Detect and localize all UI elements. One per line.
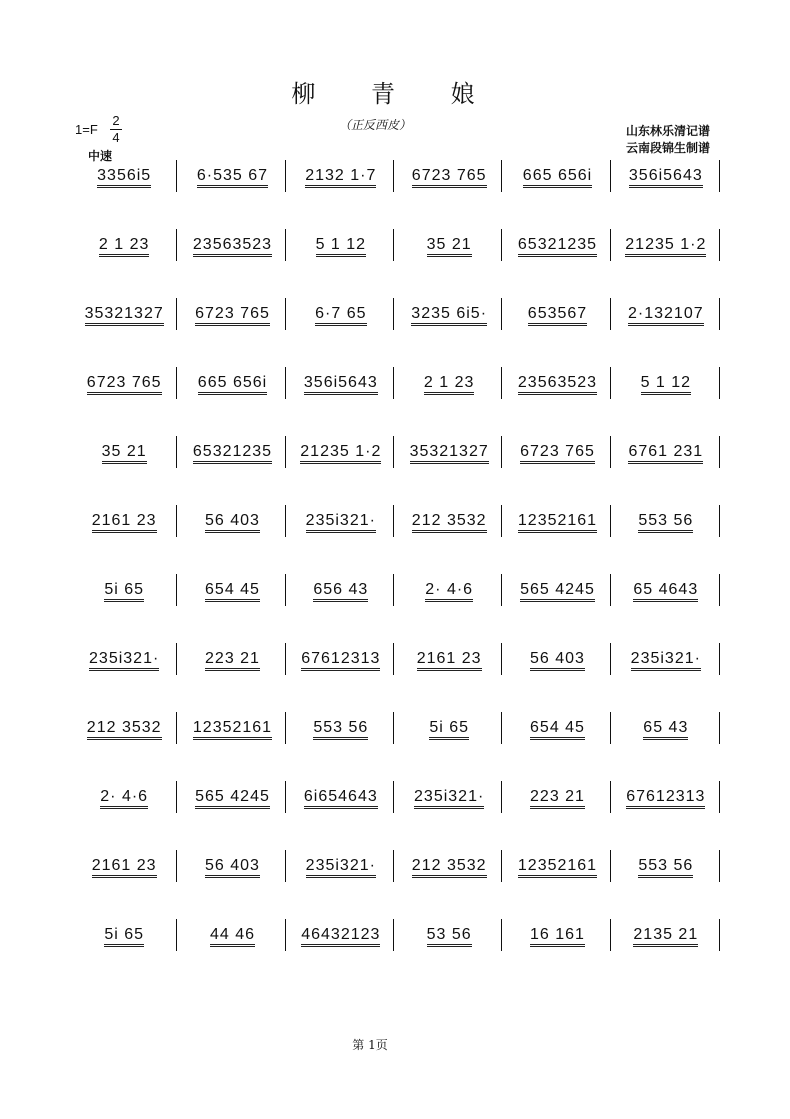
- measure-notes: 67612313: [301, 651, 380, 671]
- measure-notes: 5 1 12: [641, 375, 691, 395]
- barline: [393, 574, 394, 606]
- measure-notes: 553 56: [638, 858, 693, 878]
- key-signature: 1=F: [75, 122, 98, 137]
- measure-notes: 35 21: [102, 444, 147, 464]
- measure-notes: 356i5643: [304, 375, 378, 395]
- measure-notes: 56 403: [205, 513, 260, 533]
- measure: [395, 643, 503, 679]
- measure-notes: 2132 1·7: [305, 168, 376, 188]
- barline: [285, 850, 286, 882]
- measure-notes: 3235 6i5·: [411, 306, 487, 326]
- barline: [610, 367, 611, 399]
- score-system: [70, 221, 720, 261]
- measure-notes: 56 403: [530, 651, 585, 671]
- measure: [612, 781, 720, 817]
- measure-notes: 565 4245: [195, 789, 270, 809]
- measure-notes: 6723 765: [412, 168, 487, 188]
- measure-notes: 235i321·: [414, 789, 484, 809]
- measure-notes: 6723 765: [520, 444, 595, 464]
- barline: [719, 712, 720, 744]
- barline: [176, 919, 177, 951]
- barline: [610, 505, 611, 537]
- measure-notes: 65 43: [643, 720, 688, 740]
- measure: [70, 160, 178, 196]
- measure: [612, 850, 720, 886]
- measure: [612, 712, 720, 748]
- barline: [393, 781, 394, 813]
- measure: [178, 919, 286, 955]
- measure-notes: 53 56: [427, 927, 472, 947]
- measure: [395, 229, 503, 265]
- measure-notes: 656 43: [313, 582, 368, 602]
- barline: [176, 436, 177, 468]
- barline: [176, 367, 177, 399]
- measure: [612, 436, 720, 472]
- score-system: [70, 428, 720, 468]
- measure-notes: 6·7 65: [315, 306, 366, 326]
- barline: [501, 919, 502, 951]
- measure-notes: 654 45: [530, 720, 585, 740]
- barline: [719, 643, 720, 675]
- barline: [393, 712, 394, 744]
- barline: [719, 850, 720, 882]
- measure: [70, 298, 178, 334]
- time-signature-bottom: 4: [112, 130, 120, 145]
- measure-notes: 65 4643: [633, 582, 698, 602]
- measure-notes: 56 403: [205, 858, 260, 878]
- measure: [503, 436, 611, 472]
- barline: [285, 298, 286, 330]
- measure: [70, 919, 178, 955]
- barline: [501, 574, 502, 606]
- barline: [176, 643, 177, 675]
- measure: [178, 505, 286, 541]
- measure-notes: 5i 65: [104, 927, 144, 947]
- barline: [501, 781, 502, 813]
- measure-notes: 6723 765: [87, 375, 162, 395]
- measure-notes: 6i654643: [304, 789, 378, 809]
- barline: [501, 160, 502, 192]
- measure-notes: 2· 4·6: [100, 789, 148, 809]
- score-system: [70, 635, 720, 675]
- measure: [178, 160, 286, 196]
- measure: [503, 643, 611, 679]
- measure-notes: 654 45: [205, 582, 260, 602]
- barline: [501, 850, 502, 882]
- measure-notes: 35321327: [410, 444, 489, 464]
- barline: [610, 919, 611, 951]
- measure-notes: 212 3532: [87, 720, 162, 740]
- measure: [70, 229, 178, 265]
- measure: [395, 367, 503, 403]
- measure-notes: 6761 231: [628, 444, 703, 464]
- barline: [393, 850, 394, 882]
- measure: [178, 850, 286, 886]
- score-system: [70, 842, 720, 882]
- measure: [395, 298, 503, 334]
- measure-notes: 235i321·: [306, 513, 376, 533]
- barline: [501, 229, 502, 261]
- measure-notes: 6723 765: [195, 306, 270, 326]
- measure-notes: 35321327: [85, 306, 164, 326]
- measure: [612, 229, 720, 265]
- measure: [178, 436, 286, 472]
- barline: [285, 919, 286, 951]
- barline: [610, 436, 611, 468]
- score-system: [70, 773, 720, 813]
- barline: [610, 712, 611, 744]
- measure: [503, 850, 611, 886]
- measure-notes: 2161 23: [417, 651, 482, 671]
- measure-notes: 23563523: [193, 237, 272, 257]
- barline: [393, 229, 394, 261]
- measure: [287, 160, 395, 196]
- measure: [395, 850, 503, 886]
- measure: [395, 919, 503, 955]
- score-system: [70, 359, 720, 399]
- measure-notes: 2161 23: [92, 858, 157, 878]
- score-system: [70, 290, 720, 330]
- tempo-marking: 中速: [88, 149, 113, 163]
- barline: [610, 229, 611, 261]
- measure-notes: 44 46: [210, 927, 255, 947]
- barline: [285, 712, 286, 744]
- time-signature-top: 2: [112, 113, 120, 128]
- score-system: [70, 566, 720, 606]
- measure-notes: 2 1 23: [99, 237, 149, 257]
- barline: [393, 436, 394, 468]
- barline: [719, 229, 720, 261]
- measure: [178, 298, 286, 334]
- measure-notes: 223 21: [530, 789, 585, 809]
- measure: [612, 574, 720, 610]
- measure: [395, 160, 503, 196]
- barline: [393, 367, 394, 399]
- measure: [612, 367, 720, 403]
- measure-notes: 2135 21: [633, 927, 698, 947]
- barline: [176, 298, 177, 330]
- measure: [503, 298, 611, 334]
- measure: [70, 505, 178, 541]
- barline: [719, 919, 720, 951]
- measure: [178, 643, 286, 679]
- barline: [719, 436, 720, 468]
- measure-notes: 665 656i: [198, 375, 267, 395]
- barline: [610, 850, 611, 882]
- barline: [285, 574, 286, 606]
- measure: [178, 229, 286, 265]
- measure-notes: 3356i5: [97, 168, 151, 188]
- measure: [178, 712, 286, 748]
- measure-notes: 5i 65: [104, 582, 144, 602]
- score-system: [70, 497, 720, 537]
- measure: [503, 919, 611, 955]
- measure: [287, 298, 395, 334]
- measure: [503, 781, 611, 817]
- measure-notes: 5 1 12: [316, 237, 366, 257]
- score-subtitle: （正反西皮）: [338, 118, 411, 132]
- measure-notes: 212 3532: [412, 513, 487, 533]
- barline: [501, 436, 502, 468]
- measure: [287, 712, 395, 748]
- barline: [719, 781, 720, 813]
- measure: [612, 505, 720, 541]
- measure-notes: 12352161: [193, 720, 272, 740]
- measure: [395, 712, 503, 748]
- barline: [719, 574, 720, 606]
- measure: [178, 781, 286, 817]
- measure-notes: 21235 1·2: [625, 237, 706, 257]
- barline: [176, 505, 177, 537]
- measure-notes: 356i5643: [629, 168, 703, 188]
- barline: [393, 643, 394, 675]
- measure-notes: 565 4245: [520, 582, 595, 602]
- score-system: [70, 911, 720, 951]
- barline: [285, 505, 286, 537]
- measure-notes: 65321235: [193, 444, 272, 464]
- barline: [501, 367, 502, 399]
- barline: [719, 160, 720, 192]
- measure: [503, 712, 611, 748]
- measure-notes: 46432123: [301, 927, 380, 947]
- measure: [287, 574, 395, 610]
- measure: [70, 367, 178, 403]
- measure: [612, 298, 720, 334]
- measure-notes: 2·132107: [628, 306, 704, 326]
- measure-notes: 553 56: [313, 720, 368, 740]
- measure: [70, 712, 178, 748]
- measure: [70, 574, 178, 610]
- measure-notes: 12352161: [518, 858, 597, 878]
- barline: [285, 436, 286, 468]
- score-system: [70, 152, 720, 192]
- barline: [285, 160, 286, 192]
- barline: [176, 781, 177, 813]
- measure-notes: 12352161: [518, 513, 597, 533]
- measure-notes: 653567: [528, 306, 587, 326]
- measure-notes: 5i 65: [429, 720, 469, 740]
- measure: [287, 436, 395, 472]
- measure: [70, 436, 178, 472]
- barline: [610, 160, 611, 192]
- measure: [287, 505, 395, 541]
- measure: [503, 367, 611, 403]
- barline: [393, 505, 394, 537]
- barline: [176, 160, 177, 192]
- measure-notes: 23563523: [518, 375, 597, 395]
- score-system: [70, 704, 720, 744]
- measure-notes: 2161 23: [92, 513, 157, 533]
- measure-notes: 235i321·: [89, 651, 159, 671]
- barline: [176, 712, 177, 744]
- barline: [719, 505, 720, 537]
- measure-notes: 67612313: [626, 789, 705, 809]
- measure-notes: 16 161: [530, 927, 585, 947]
- barline: [285, 781, 286, 813]
- barline: [719, 298, 720, 330]
- measure-notes: 553 56: [638, 513, 693, 533]
- measure-notes: 665 656i: [523, 168, 592, 188]
- barline: [285, 643, 286, 675]
- measure: [395, 505, 503, 541]
- barline: [610, 298, 611, 330]
- measure: [287, 367, 395, 403]
- barline: [393, 919, 394, 951]
- measure-notes: 235i321·: [631, 651, 701, 671]
- barline: [176, 574, 177, 606]
- barline: [285, 229, 286, 261]
- measure-notes: 212 3532: [412, 858, 487, 878]
- measure-notes: 35 21: [427, 237, 472, 257]
- measure: [70, 643, 178, 679]
- barline: [501, 643, 502, 675]
- measure: [178, 574, 286, 610]
- measure: [287, 919, 395, 955]
- measure: [503, 229, 611, 265]
- measure-notes: 21235 1·2: [300, 444, 381, 464]
- measure-notes: 6·535 67: [197, 168, 268, 188]
- barline: [393, 298, 394, 330]
- credit-line: 云南段锦生制谱: [625, 141, 710, 155]
- measure: [395, 781, 503, 817]
- barline: [501, 298, 502, 330]
- barline: [393, 160, 394, 192]
- barline: [501, 712, 502, 744]
- measure: [612, 919, 720, 955]
- measure: [70, 850, 178, 886]
- measure: [287, 781, 395, 817]
- barline: [610, 781, 611, 813]
- barline: [285, 367, 286, 399]
- measure-notes: 65321235: [518, 237, 597, 257]
- measure: [612, 160, 720, 196]
- measure-notes: 223 21: [205, 651, 260, 671]
- measure-notes: 235i321·: [306, 858, 376, 878]
- measure-notes: 2· 4·6: [425, 582, 473, 602]
- barline: [501, 505, 502, 537]
- measure: [287, 643, 395, 679]
- measure: [612, 643, 720, 679]
- measure: [287, 229, 395, 265]
- barline: [610, 574, 611, 606]
- barline: [610, 643, 611, 675]
- page-number: 第 1页: [352, 1038, 388, 1052]
- measure: [503, 574, 611, 610]
- score-title: 柳 青 娘: [291, 80, 499, 108]
- measure: [395, 574, 503, 610]
- measure: [178, 367, 286, 403]
- credit-line: 山东林乐清记谱: [625, 124, 710, 138]
- measure: [395, 436, 503, 472]
- measure-notes: 2 1 23: [424, 375, 474, 395]
- measure: [287, 850, 395, 886]
- measure: [70, 781, 178, 817]
- measure: [503, 505, 611, 541]
- barline: [719, 367, 720, 399]
- time-signature: [110, 114, 122, 145]
- barline: [176, 229, 177, 261]
- measure: [503, 160, 611, 196]
- barline: [176, 850, 177, 882]
